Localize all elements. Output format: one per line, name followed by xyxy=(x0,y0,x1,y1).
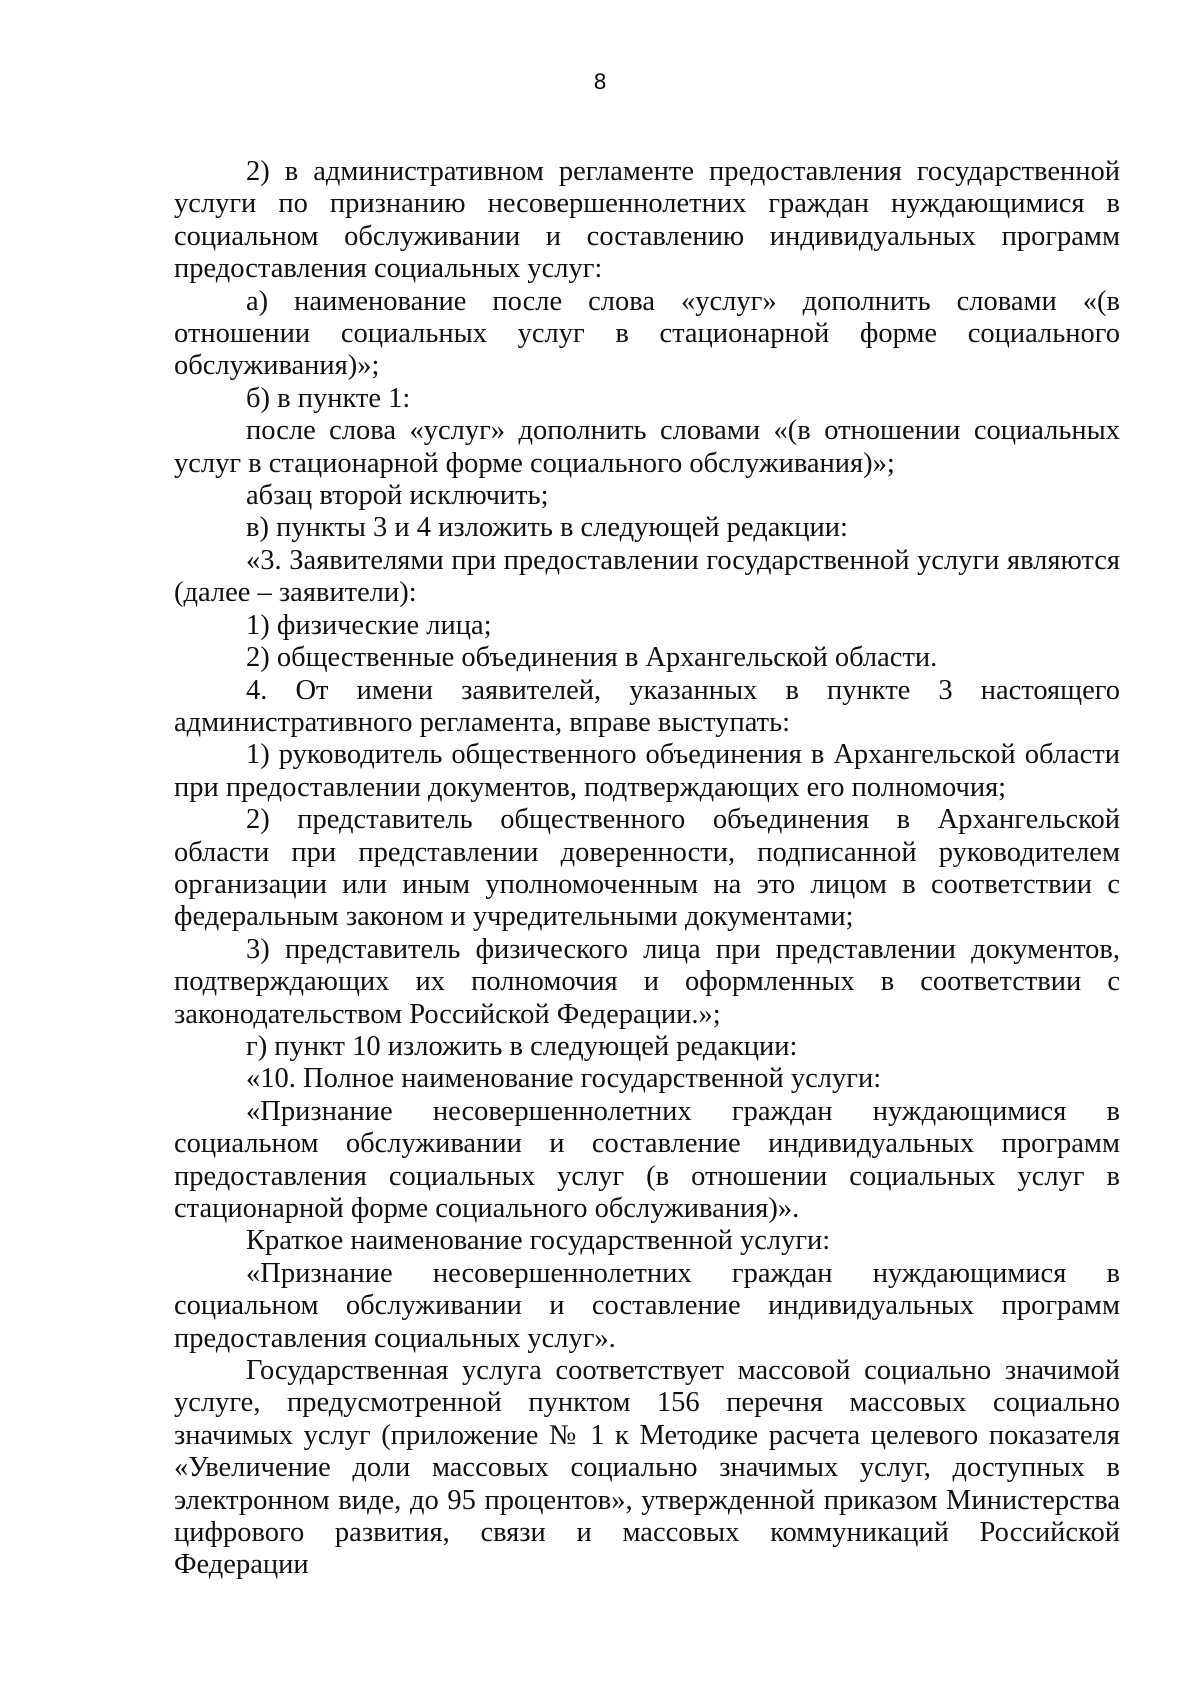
paragraph: в) пункты 3 и 4 изложить в следующей редакции: xyxy=(246,512,848,544)
paragraph: 2) в административном регламенте предоставления государственной услуги по признанию несовершеннолетних граждан нуждающимися в социальном обслуживании и составлению индивидуальных программ предоставления социальных услуг: xyxy=(174,156,1120,285)
paragraph: Государственная услуга соответствует массовой социально значимой услуге, предусмотренной пунктом 156 перечня массовых социально значимых услуг (приложение № 1 к Методике расчета целевого показателя «Увеличение доли массовых социально значимых услуг, доступных в электронном виде, до 95 процентов», утвержденной приказом Министерства цифрового развития, связи и массовых коммуникаций Российской Федерации xyxy=(174,1355,1120,1581)
paragraph: б) в пункте 1: xyxy=(246,382,411,414)
paragraph: 4. От имени заявителей, указанных в пункте 3 настоящего административного регламента, вправе выступать: xyxy=(174,674,1120,738)
paragraph: г) пункт 10 изложить в следующей редакции: xyxy=(246,1030,798,1062)
paragraph: 2) общественные объединения в Архангельской области. xyxy=(246,642,938,674)
paragraph: 1) руководитель общественного объединения в Архангельской области при предоставлении документов, подтверждающих его полномочия; xyxy=(174,739,1120,803)
paragraph: 2) представитель общественного объединения в Архангельской области при представлении доверенности, подписанной руководителем организации или иным уполномоченным на это лицом в соответствии с федеральным законом и учредительными документами; xyxy=(174,804,1120,933)
paragraph: «Признание несовершеннолетних граждан нуждающимися в социальном обслуживании и составление индивидуальных программ предоставления социальных услуг (в отношении социальных услуг в стационарной форме социального обслуживания)». xyxy=(174,1095,1120,1224)
paragraph: «3. Заявителями при предоставлении государственной услуги являются (далее – заявители): xyxy=(174,544,1120,609)
paragraph: «10. Полное наименование государственной услуги: xyxy=(246,1063,882,1095)
paragraph: «Признание несовершеннолетних граждан нуждающимися в социальном обслуживании и составление индивидуальных программ предоставления социальных услуг». xyxy=(174,1257,1120,1354)
paragraph: абзац второй исключить; xyxy=(246,480,549,512)
paragraph: 1) физические лица; xyxy=(246,609,492,641)
page-number: 8 xyxy=(593,70,607,94)
paragraph: 3) представитель физического лица при представлении документов, подтверждающих их полномочия и оформленных в соответствии с законодательством Российской Федерации.»; xyxy=(174,933,1120,1030)
paragraph: Краткое наименование государственной услуги: xyxy=(246,1225,831,1257)
paragraph: а) наименование после слова «услуг» дополнить словами «(в отношении социальных услуг в стационарной форме социального обслуживания)»; xyxy=(174,285,1120,382)
document-body xyxy=(174,156,1120,1582)
paragraph: после слова «услуг» дополнить словами «(в отношении социальных услуг в стационарной форме социального обслуживания)»; xyxy=(174,415,1120,479)
